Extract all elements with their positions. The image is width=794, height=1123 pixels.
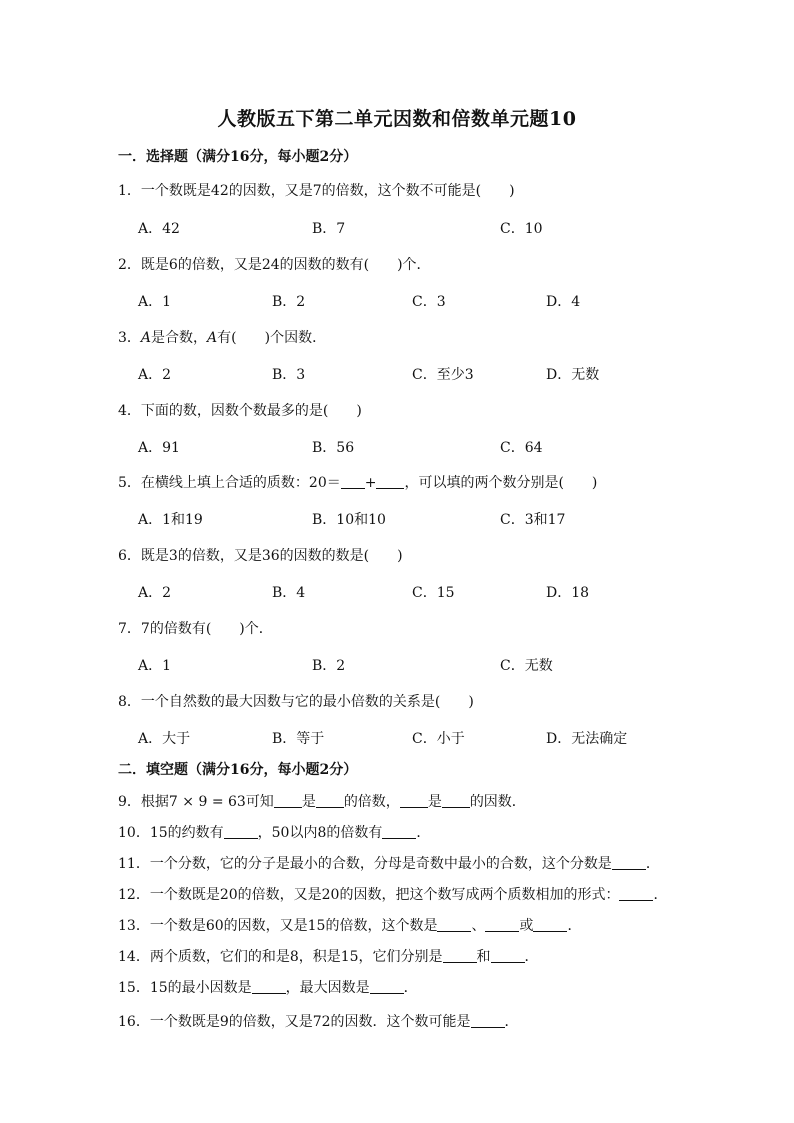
question-15	[118, 977, 418, 997]
q9-part1: 可知	[245, 794, 274, 810]
q5-plus: +	[364, 475, 377, 491]
q11-prefix: 11．一个分数，它的分子是最小的合数，分母是奇数中最小的合数，这个分数是	[118, 856, 612, 872]
q6-option-a: A．2	[138, 585, 172, 601]
q7-option-c: C．无数	[500, 658, 553, 674]
q6-option-d: D．18	[546, 585, 590, 601]
q2-option-b: B．2	[272, 294, 306, 310]
question-9	[118, 791, 526, 811]
q9-part2: 是	[301, 794, 316, 810]
q2-option-d: D．4	[546, 294, 581, 310]
q15-middle: ，最大因数是	[285, 980, 370, 996]
q5-blank-1	[341, 474, 365, 489]
q16-blank	[471, 1013, 505, 1028]
q10-suffix: ．	[416, 825, 431, 841]
q13-separator: 、	[471, 918, 486, 934]
question-11	[118, 853, 660, 873]
q3-option-d: D．无数	[546, 367, 600, 383]
q13-or: 或	[519, 918, 534, 934]
q6-option-b: B．4	[272, 585, 306, 601]
q14-and: 和	[476, 949, 491, 965]
q11-blank	[612, 855, 646, 870]
q9-blank-1	[274, 793, 302, 808]
q9-blank-3	[400, 793, 428, 808]
question-16	[118, 1011, 519, 1031]
q13-prefix: 13．一个数是60的因数，又是15的倍数，这个数是	[118, 918, 438, 934]
q9-part5: 的因数．	[469, 794, 526, 810]
q9-part3: 的倍数，	[343, 794, 400, 810]
q5-option-c: C．3和17	[500, 512, 566, 528]
q4-option-c: C．64	[500, 440, 543, 456]
q10-prefix: 10．15的约数有	[118, 825, 224, 841]
q5-option-b: B．10和10	[312, 512, 386, 528]
q5-prefix: 5．在横线上填上合适的质数：20＝	[118, 475, 341, 491]
q10-middle: ，50以内8的倍数有	[257, 825, 383, 841]
q3-variable-a: A	[140, 330, 152, 346]
q4-option-b: B．56	[312, 440, 355, 456]
q14-blank-2	[491, 948, 525, 963]
question-10	[118, 822, 430, 842]
question-1: 1．一个数既是42的因数，又是7的倍数，这个数不可能是( )	[118, 183, 515, 199]
q3-middle: 是合数，	[151, 330, 208, 346]
q15-suffix: ．	[403, 980, 418, 996]
q9-equation: 7 × 9 = 63	[168, 794, 246, 810]
q2-option-a: A．1	[138, 294, 172, 310]
q16-prefix: 16．一个数既是9的倍数，又是72的因数．这个数可能是	[118, 1014, 471, 1030]
question-7: 7．7的倍数有( )个．	[118, 621, 273, 637]
q13-blank-3	[533, 917, 567, 932]
q7-option-a: A．1	[138, 658, 172, 674]
q8-option-a: A．大于	[138, 731, 191, 747]
q8-option-c: C．小于	[412, 731, 465, 747]
question-5	[118, 472, 597, 492]
q10-blank-1	[224, 824, 258, 839]
q3-prefix: 3．	[118, 330, 141, 346]
q1-option-c: C．10	[500, 221, 543, 237]
question-13	[118, 915, 581, 935]
q12-blank	[619, 886, 653, 901]
q3-option-a: A．2	[138, 367, 172, 383]
q9-prefix: 9．根据	[118, 794, 169, 810]
q15-blank-2	[370, 979, 404, 994]
q7-option-b: B．2	[312, 658, 346, 674]
q5-option-a: A．1和19	[138, 512, 203, 528]
q6-option-c: C．15	[412, 585, 455, 601]
question-14	[118, 946, 539, 966]
q10-blank-2	[382, 824, 416, 839]
q14-blank-1	[443, 948, 477, 963]
q13-suffix: ．	[567, 918, 582, 934]
q3-option-b: B．3	[272, 367, 306, 383]
q8-option-d: D．无法确定	[546, 731, 628, 747]
q1-option-b: B．7	[312, 221, 346, 237]
q9-blank-2	[316, 793, 344, 808]
q2-option-c: C．3	[412, 294, 446, 310]
q12-prefix: 12．一个数既是20的倍数，又是20的因数，把这个数写成两个质数相加的形式：	[118, 887, 620, 903]
section-heading-choice: 一．选择题（满分16分，每小题2分）	[118, 149, 358, 165]
q1-option-a: A．42	[138, 221, 180, 237]
page-title: 人教版五下第二单元因数和倍数单元题10	[217, 108, 577, 130]
q3-suffix: 有( )个因数．	[217, 330, 327, 346]
q16-suffix: ．	[504, 1014, 519, 1030]
question-4: 4．下面的数，因数个数最多的是( )	[118, 403, 362, 419]
section-heading-fill: 二．填空题（满分16分，每小题2分）	[118, 762, 358, 778]
q14-suffix: ．	[524, 949, 539, 965]
q15-blank-1	[252, 979, 286, 994]
q3-variable-a-2: A	[207, 330, 218, 346]
q13-blank-2	[485, 917, 519, 932]
q8-option-b: B．等于	[272, 731, 325, 747]
q9-blank-4	[442, 793, 470, 808]
q3-option-c: C．至少3	[412, 367, 474, 383]
q13-blank-1	[437, 917, 471, 932]
q5-blank-2	[376, 474, 404, 489]
q11-suffix: ．	[645, 856, 660, 872]
question-6: 6．既是3的倍数，又是36的因数的数是( )	[118, 548, 403, 564]
q4-option-a: A．91	[138, 440, 180, 456]
q14-prefix: 14．两个质数，它们的和是8，积是15，它们分别是	[118, 949, 443, 965]
question-3	[118, 327, 326, 347]
q5-suffix: ，可以填的两个数分别是( )	[404, 475, 598, 491]
q15-prefix: 15．15的最小因数是	[118, 980, 252, 996]
question-12	[118, 884, 667, 904]
question-8: 8．一个自然数的最大因数与它的最小倍数的关系是( )	[118, 694, 474, 710]
question-2: 2．既是6的倍数，又是24的因数的数有( )个．	[118, 257, 431, 273]
q9-part4: 是	[427, 794, 442, 810]
q12-suffix: ．	[653, 887, 668, 903]
